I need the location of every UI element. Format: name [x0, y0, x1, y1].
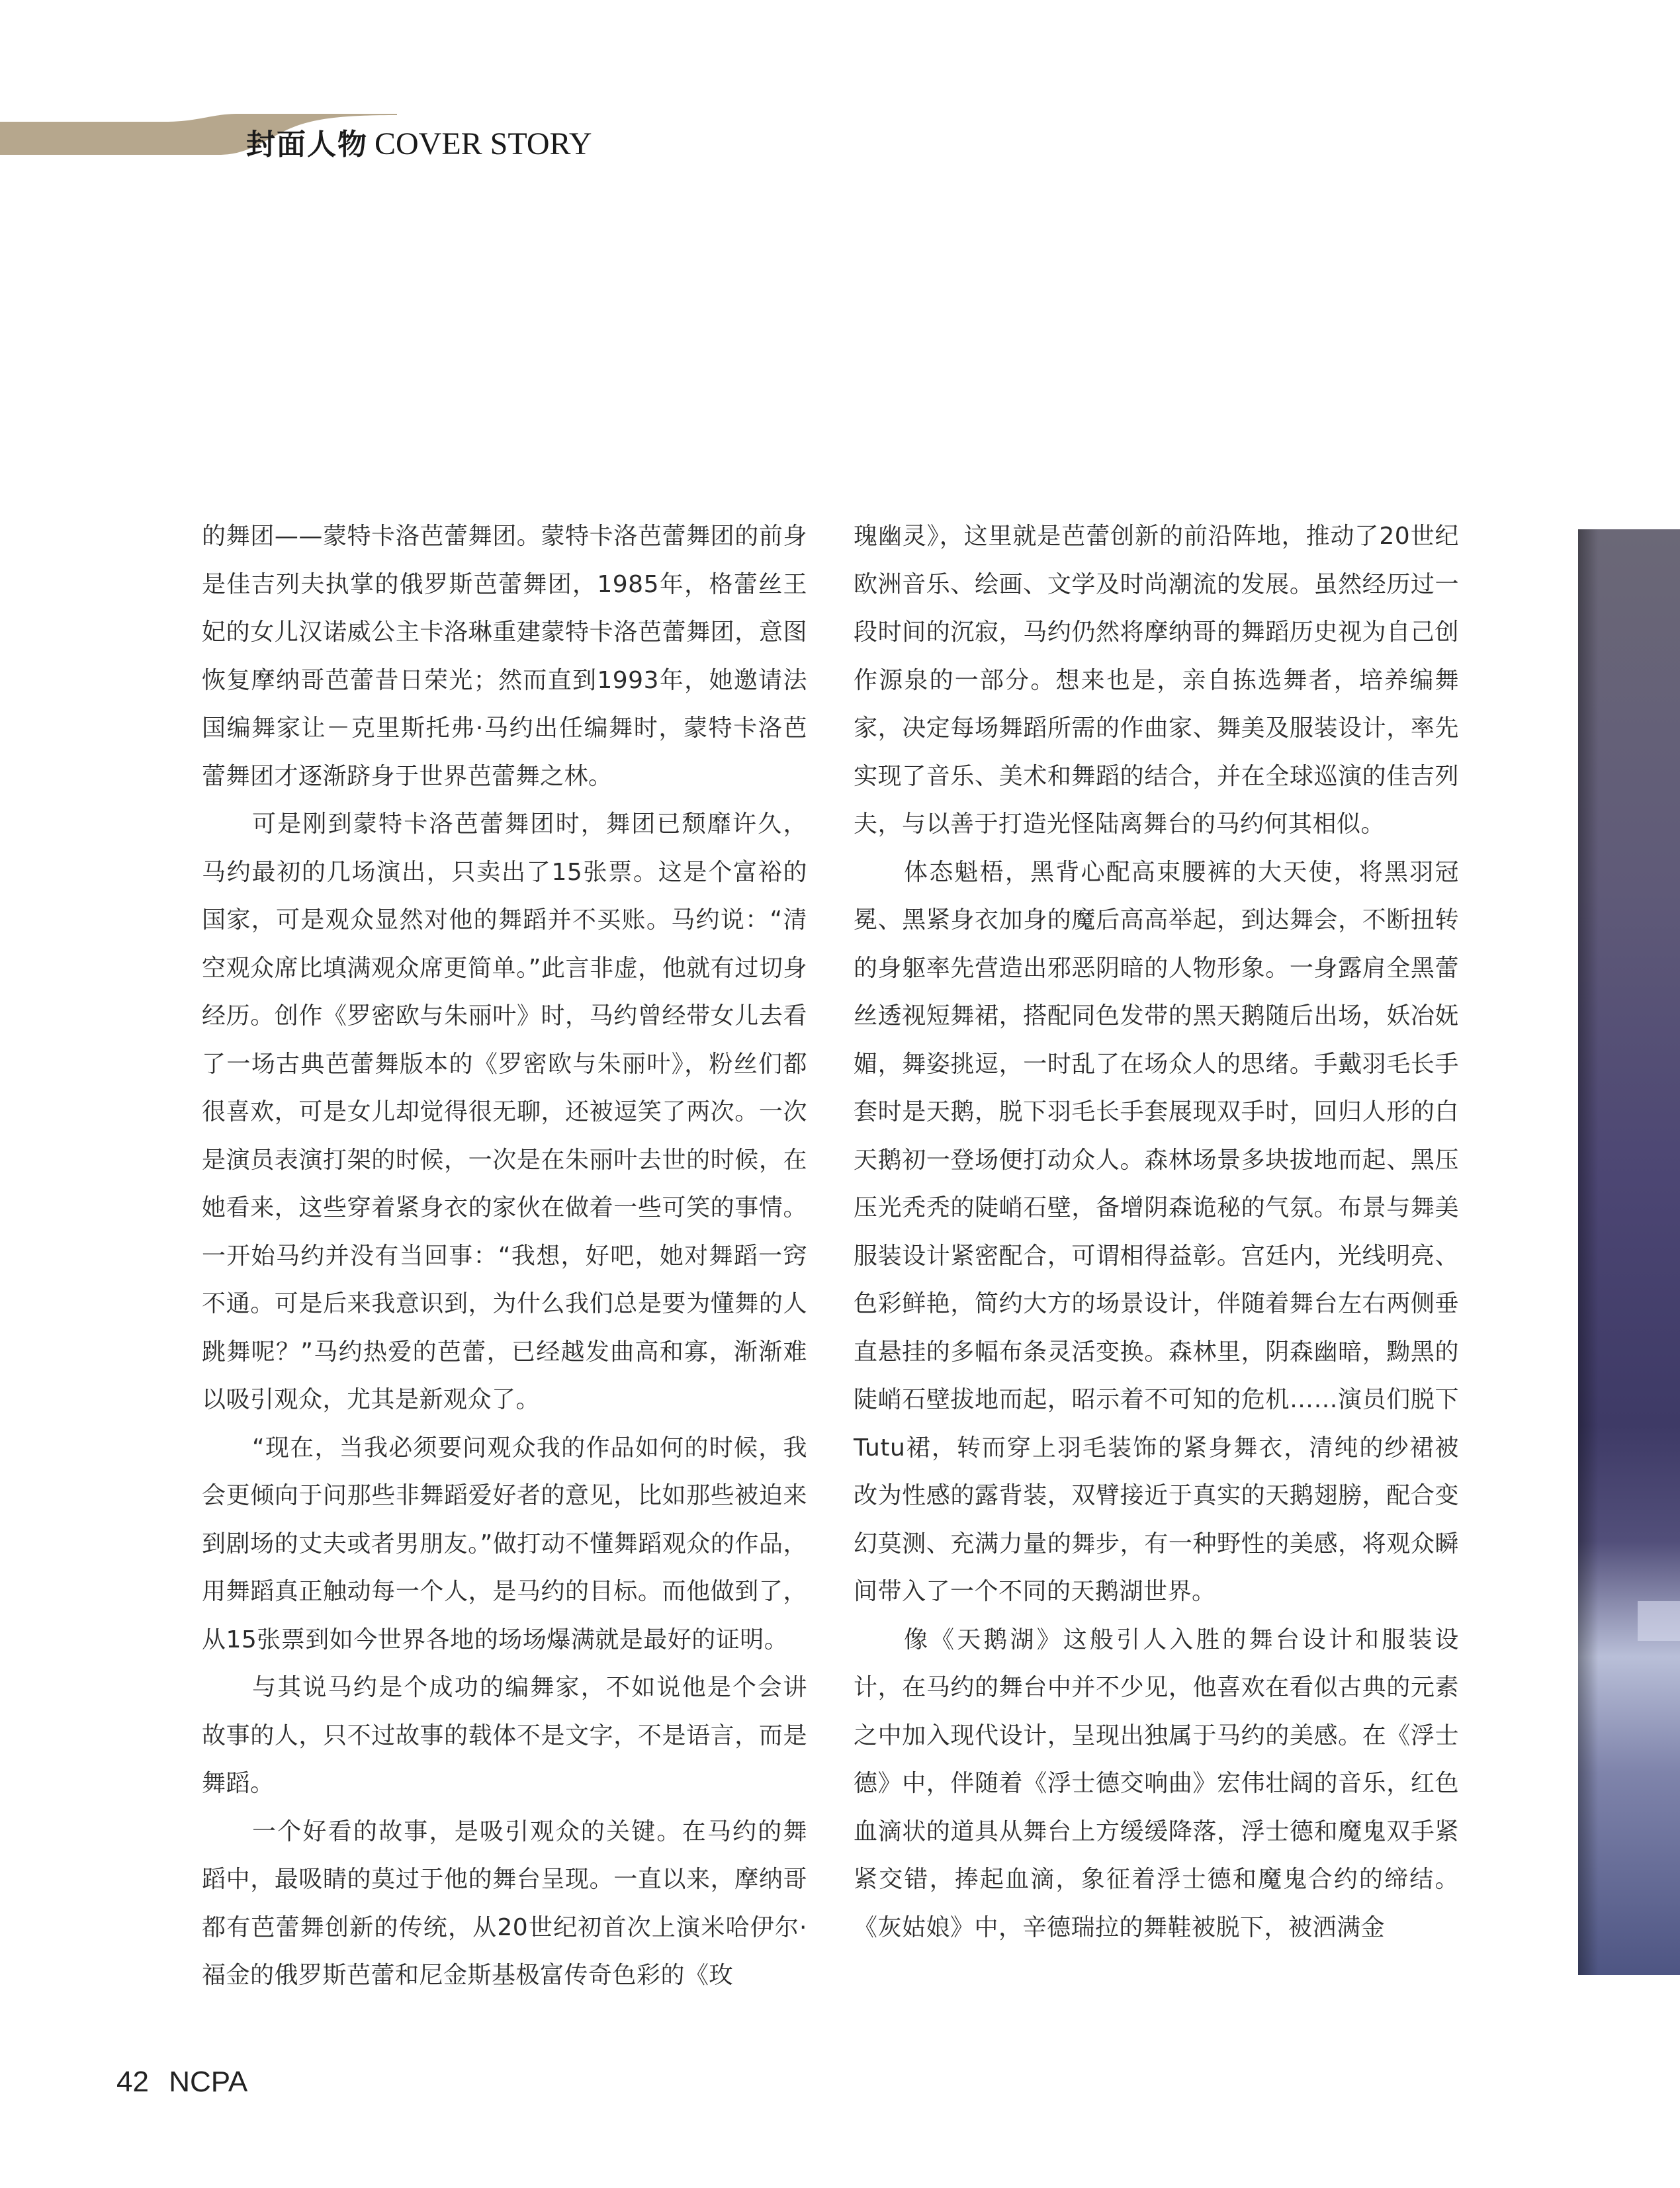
- right-text-column: [854, 513, 1459, 1952]
- paragraph: 与其说马约是个成功的编舞家，不如说他是个会讲故事的人，只不过故事的载体不是文字，不是语言，而是舞蹈。: [202, 1674, 807, 1797]
- paragraph: 体态魁梧，黑背心配高束腰裤的大天使，将黑羽冠冕、黑紧身衣加身的魔后高高举起，到达舞会，不断扭转的身躯率先营造出邪恶阴暗的人物形象。一身露肩全黑蕾丝透视短舞裙，搭配同色发带的黑天鹅随后出场，妖冶妩媚，舞姿挑逗，一时乱了在场众人的思绪。手戴羽毛长手套时是天鹅，脱下羽毛长手套展现双手时，回归人形的白天鹅初一登场便打动众人。森林场景多块拔地而起、黑压压光秃秃的陡峭石壁，备增阴森诡秘的气氛。布景与舞美服装设计紧密配合，可谓相得益彰。宫廷内，光线明亮、色彩鲜艳，简约大方的场景设计，伴随着舞台左右两侧垂直悬挂的多幅布条灵活变换。森林里，阴森幽暗，黝黑的陡峭石壁拔地而起，昭示着不可知的危机……演员们脱下Tutu裙，转而穿上羽毛装饰的紧身舞衣，清纯的纱裙被改为性感的露背装，双臂接近于真实的天鹅翅膀，配合变幻莫测、充满力量的舞步，有一种野性的美感，将观众瞬间带入了一个不同的天鹅湖世界。: [854, 858, 1459, 1605]
- paragraph: 一个好看的故事，是吸引观众的关键。在马约的舞蹈中，最吸睛的莫过于他的舞台呈现。一直以来，摩纳哥都有芭蕾舞创新的传统，从20世纪初首次上演米哈伊尔·福金的俄罗斯芭蕾和尼金斯基极富传奇色彩的《玫: [202, 1817, 807, 1989]
- page-number: 42: [116, 2066, 149, 2098]
- paragraph: 瑰幽灵》，这里就是芭蕾创新的前沿阵地，推动了20世纪欧洲音乐、绘画、文学及时尚潮流的发展。虽然经历过一段时间的沉寂，马约仍然将摩纳哥的舞蹈历史视为自己创作源泉的一部分。想来也是，亲自拣选舞者，培养编舞家，决定每场舞蹈所需的作曲家、舞美及服装设计，率先实现了音乐、美术和舞蹈的结合，并在全球巡演的佳吉列夫，与以善于打造光怪陆离舞台的马约何其相似。: [854, 523, 1459, 838]
- paragraph: 像《天鹅湖》这般引人入胜的舞台设计和服装设计，在马约的舞台中并不少见，他喜欢在看似古典的元素之中加入现代设计，呈现出独属于马约的美感。在《浮士德》中，伴随着《浮士德交响曲》宏伟壮阔的音乐，红色血滴状的道具从舞台上方缓缓降落，浮士德和魔鬼双手紧紧交错，捧起血滴，象征着浮士德和魔鬼合约的缔结。《灰姑娘》中，辛德瑞拉的舞鞋被脱下，被洒满金: [854, 1626, 1459, 1941]
- section-title-zh: 封面人物: [246, 128, 368, 161]
- stage-photo-edge: [1578, 529, 1680, 1975]
- section-header: [246, 120, 592, 167]
- paragraph: 可是刚到蒙特卡洛芭蕾舞团时，舞团已颓靡许久，马约最初的几场演出，只卖出了15张票。这是个富裕的国家，可是观众显然对他的舞蹈并不买账。马约说：“清空观众席比填满观众席更简单。”此言非虚，他就有过切身经历。创作《罗密欧与朱丽叶》时，马约曾经带女儿去看了一场古典芭蕾舞版本的《罗密欧与朱丽叶》，粉丝们都很喜欢，可是女儿却觉得很无聊，还被逗笑了两次。一次是演员表演打架的时候，一次是在朱丽叶去世的时候，在她看来，这些穿着紧身衣的家伙在做着一些可笑的事情。一开始马约并没有当回事：“我想，好吧，她对舞蹈一窍不通。可是后来我意识到，为什么我们总是要为懂舞的人跳舞呢？”马约热爱的芭蕾，已经越发曲高和寡，渐渐难以吸引观众，尤其是新观众了。: [202, 810, 807, 1413]
- paragraph: “现在，当我必须要问观众我的作品如何的时候，我会更倾向于问那些非舞蹈爱好者的意见，比如那些被迫来到剧场的丈夫或者男朋友。”做打动不懂舞蹈观众的作品，用舞蹈真正触动每一个人，是马约的目标。而他做到了，从15张票到如今世界各地的场场爆满就是最好的证明。: [202, 1434, 807, 1653]
- page-footer: [116, 2066, 259, 2099]
- section-title-en: COVER STORY: [375, 126, 592, 161]
- magazine-name: NCPA: [169, 2066, 248, 2098]
- left-text-column: [202, 513, 807, 2000]
- paragraph: 的舞团——蒙特卡洛芭蕾舞团。蒙特卡洛芭蕾舞团的前身是佳吉列夫执掌的俄罗斯芭蕾舞团，1985年，格蕾丝王妃的女儿汉诺威公主卡洛琳重建蒙特卡洛芭蕾舞团，意图恢复摩纳哥芭蕾昔日荣光；然而直到1993年，她邀请法国编舞家让－克里斯托弗·马约出任编舞时，蒙特卡洛芭蕾舞团才逐渐跻身于世界芭蕾舞之林。: [202, 523, 807, 790]
